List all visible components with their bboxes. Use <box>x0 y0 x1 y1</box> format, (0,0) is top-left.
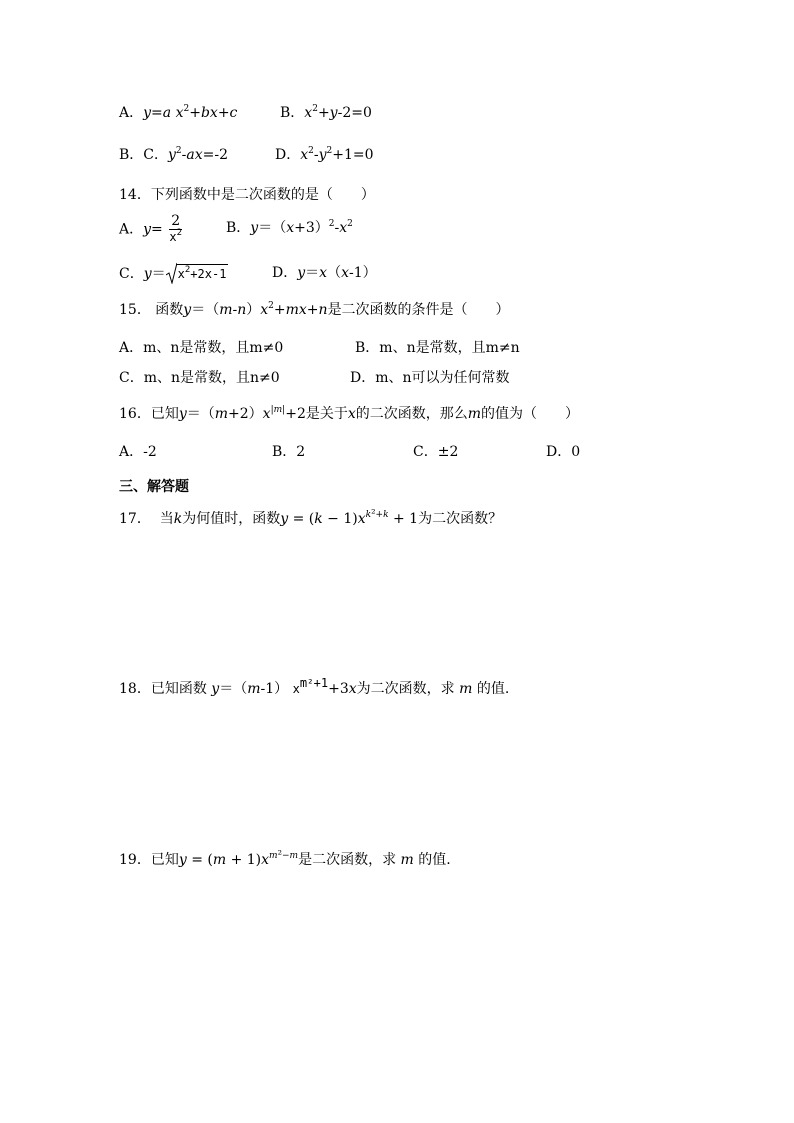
q18-stem: 18．已知函数 y＝（m-1） $x^{m^2+1}+3x$为二次函数，求 m 的值. <box>119 676 510 697</box>
q13-option-a: A．y=a $x^2+bx+c$ <box>119 104 238 121</box>
section-title: 三、解答题 <box>119 479 189 495</box>
q19-stem: 19．已知$y = (m + 1)x^{m^2-m}$是二次函数，求 m 的值. <box>119 848 451 868</box>
q16-option-d: D．0 <box>546 444 581 460</box>
q16-stem: 16．已知$y=(m+2)x^{|m|}+2$是关于x的二次函数，那么m的值为（ ） <box>119 405 580 422</box>
q13-option-d: D．$x^2-y^2+1=0$ <box>275 146 374 163</box>
q14-option-a: A．y= $\frac{2}{x^2}$ <box>119 213 183 244</box>
q16-option-b: B．2 <box>272 444 306 460</box>
fraction: $\frac{2}{x^2}$ <box>169 213 183 244</box>
q15-option-b: B．m、n是常数，且m≠n <box>355 340 520 356</box>
q15-stem: 15． 函数$y=(m-n)x^2+mx+n$是二次函数的条件是（ ） <box>119 301 510 318</box>
q15-option-d: D．m、n可以为任何常数 <box>350 370 510 386</box>
q14-option-c: C．y＝ $x^2+2x-1$ <box>119 265 227 282</box>
square-root-icon: $x^2+2x-1$ <box>166 264 229 283</box>
q13-option-b: B．$x^2+y-2=0$ <box>280 104 372 121</box>
q13-option-c: B．C．$y^2-ax=-2$ <box>119 146 229 163</box>
q15-option-c: C．m、n是常数，且n≠0 <box>119 370 280 386</box>
q16-option-a: A．-2 <box>119 444 157 460</box>
q15-option-a: A．m、n是常数，且m≠0 <box>119 340 284 356</box>
q14-option-d: D．y＝x（x-1） <box>272 265 377 281</box>
q14-option-b: B．$y=(x+3)^2-x^2$ <box>226 219 353 236</box>
q16-option-c: C．±2 <box>413 444 459 460</box>
q14-stem: 14．下列函数中是二次函数的是（ ） <box>119 187 375 203</box>
q17-stem: 17． 当k为何值时，函数$y = (k - 1)x^{k^2+k} + 1$为二次函数？ <box>119 507 503 527</box>
